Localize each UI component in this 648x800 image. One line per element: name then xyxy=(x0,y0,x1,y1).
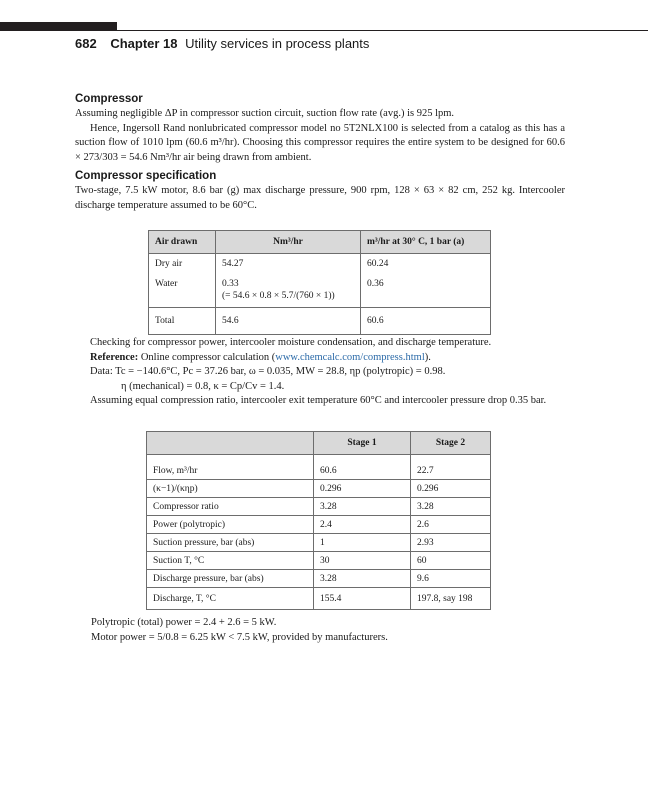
table-cell: Compressor ratio xyxy=(147,498,314,516)
table-cell xyxy=(216,274,361,308)
table-cell: 54.6 xyxy=(216,308,361,335)
table-cell: Suction T, °C xyxy=(147,552,314,570)
table-cell: Total xyxy=(149,308,216,335)
table-cell: Water xyxy=(149,274,216,308)
table-cell: 3.28 xyxy=(314,498,411,516)
table-cell: Flow, m³/hr xyxy=(147,455,314,480)
specification-text: Two-stage, 7.5 kW motor, 8.6 bar (g) max discharge pressure, 900 rpm, 128 × 63 × 82 cm, 252 kg. Intercooler discharge temperature assumed to be 60°C. xyxy=(75,185,565,211)
eta-line: η (mechanical) = 0.8, κ = Cp/Cv = 1.4. xyxy=(121,380,285,392)
result-section xyxy=(91,616,571,645)
table-cell: 2.6 xyxy=(411,516,491,534)
cell-value: 0.33 xyxy=(222,279,239,289)
air-drawn-table xyxy=(148,230,491,335)
compressor-para2: Hence, Ingersoll Rand nonlubricated compressor model no 5T2NLX100 is selected from a catalog as this has a suction flow of 1010 lpm (60.6 m³/hr). Choosing this compressor requires the entire system to be designed for 60.6 × 273/303 = 54.6 Nm³/hr air being drawn from ambient. xyxy=(75,122,565,163)
table-cell: 155.4 xyxy=(314,588,411,610)
table-row xyxy=(149,274,491,308)
table-cell: 197.8, say 198 xyxy=(417,593,473,604)
table-cell: 60.6 xyxy=(367,316,384,326)
reference-link[interactable]: www.chemcalc.com/compress.html xyxy=(275,351,425,363)
table-cell: 60.6 xyxy=(314,455,411,480)
compressor-para1: Assuming negligible ΔP in compressor suction circuit, suction flow rate (avg.) is 925 lpm. xyxy=(75,108,455,119)
data-line: Data: Tc = −140.6°C, Pc = 37.26 bar, ω = 0.035, MW = 28.8, ηp (polytropic) = 0.98. xyxy=(90,366,446,377)
polytropic-power-line: Polytropic (total) power = 2.4 + 2.6 = 5 kW. xyxy=(91,617,277,628)
table-cell: 0.296 xyxy=(314,480,411,498)
table-header: Stage 1 xyxy=(314,432,411,455)
specification-heading: Compressor specification xyxy=(75,170,217,182)
table-header: Nm³/hr xyxy=(216,231,361,254)
header-rule xyxy=(117,30,648,31)
table-cell: 9.6 xyxy=(411,570,491,588)
reference-end: ). xyxy=(424,351,431,363)
table-cell: 2.93 xyxy=(411,534,491,552)
table-row xyxy=(149,308,491,335)
table-header xyxy=(147,432,314,455)
table-cell: (κ−1)/(κηp) xyxy=(147,480,314,498)
table-cell: 3.28 xyxy=(314,570,411,588)
table-cell: 0.296 xyxy=(411,480,491,498)
table-row xyxy=(147,570,491,588)
reference-label: Reference: xyxy=(90,351,139,363)
compressor-heading: Compressor xyxy=(75,93,143,105)
reference-line xyxy=(75,351,565,366)
chapter-label: Chapter 18 xyxy=(110,36,178,51)
table-cell: 1 xyxy=(314,534,411,552)
table-cell: Dry air xyxy=(149,254,216,275)
table-row xyxy=(147,588,491,610)
table-cell: 22.7 xyxy=(411,455,491,480)
table-header: Stage 2 xyxy=(411,432,491,455)
main-content xyxy=(75,92,565,213)
table-cell: 60 xyxy=(411,552,491,570)
reference-text: Online compressor calculation ( xyxy=(140,351,276,363)
table-header-row xyxy=(149,231,491,254)
table-cell: Discharge, T, °C xyxy=(147,588,314,610)
table-cell: 30 xyxy=(314,552,411,570)
table-cell: 3.28 xyxy=(411,498,491,516)
table-header: m³/hr at 30° C, 1 bar (a) xyxy=(361,231,491,254)
table-cell: 54.27 xyxy=(216,254,361,275)
table-cell: 2.4 xyxy=(314,516,411,534)
table-row xyxy=(147,552,491,570)
assumption-line: Assuming equal compression ratio, intercooler exit temperature 60°C and intercooler pressure drop 0.35 bar. xyxy=(90,395,547,406)
table-row xyxy=(147,498,491,516)
table-row xyxy=(147,455,491,480)
table-header-row xyxy=(147,432,491,455)
header-bar xyxy=(0,22,117,31)
running-head xyxy=(75,36,369,51)
table-cell: Power (polytropic) xyxy=(147,516,314,534)
table-cell: Discharge pressure, bar (abs) xyxy=(147,570,314,588)
table-row xyxy=(147,534,491,552)
cell-note: (= 54.6 × 0.8 × 5.7/(760 × 1)) xyxy=(222,291,335,301)
table-cell: Suction pressure, bar (abs) xyxy=(147,534,314,552)
motor-power-line: Motor power = 5/0.8 = 6.25 kW < 7.5 kW, provided by manufacturers. xyxy=(91,631,388,643)
table-row xyxy=(149,254,491,275)
table-header: Air drawn xyxy=(149,231,216,254)
checking-line: Checking for compressor power, intercooler moisture condensation, and discharge temperature. xyxy=(90,337,492,348)
checking-section xyxy=(75,336,565,409)
chapter-title: Utility services in process plants xyxy=(185,36,370,51)
table-row xyxy=(147,480,491,498)
table-cell: 0.36 xyxy=(361,274,491,308)
table-row xyxy=(147,516,491,534)
table-cell: 60.24 xyxy=(367,259,389,269)
stage-table xyxy=(146,431,491,610)
page-number: 682 xyxy=(75,36,97,51)
